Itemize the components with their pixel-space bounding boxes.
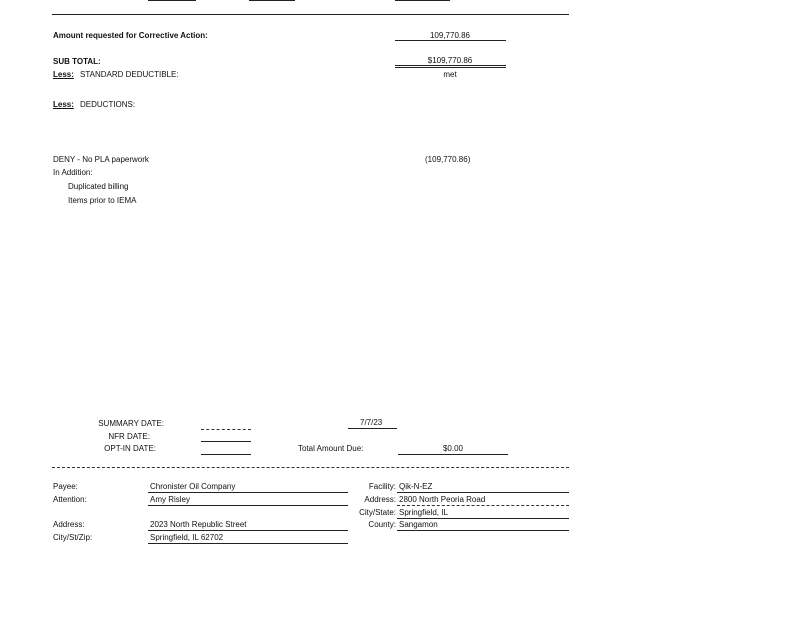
facility-address-underline (397, 505, 569, 506)
attention-underline (148, 505, 348, 506)
payee-label: Payee: (53, 482, 78, 491)
payee-value: Chronister Oil Company (150, 482, 236, 491)
nfr-date-underline (201, 441, 251, 442)
facility-citystate-underline (397, 518, 569, 519)
total-due-underline (398, 454, 508, 455)
facility-county-label: County: (368, 520, 396, 529)
deductible-value: met (443, 70, 457, 79)
facility-address-value: 2800 North Peoria Road (399, 495, 486, 504)
payee-address-label: Address: (53, 520, 85, 529)
payee-underline (148, 492, 348, 493)
deny-label: DENY - No PLA paperwork (53, 155, 149, 164)
section-separator (52, 467, 569, 468)
corrective-amount-underline (395, 40, 506, 41)
total-due-label: Total Amount Due: (298, 444, 364, 453)
payee-address-underline (148, 530, 348, 531)
deny-amount: (109,770.86) (425, 155, 471, 164)
facility-county-underline (397, 530, 569, 531)
facility-underline (397, 492, 569, 493)
facility-citystate-value: Springfield, IL (399, 508, 448, 517)
summary-date-label: SUMMARY DATE: (98, 419, 164, 428)
attention-value: Amy Risley (150, 495, 191, 504)
top-rule (52, 14, 569, 15)
addition-item: Duplicated billing (68, 182, 129, 191)
top-fragment-line-3 (395, 0, 450, 1)
deductible-less-label: Less: (53, 70, 74, 79)
top-fragment-line-2 (249, 0, 295, 1)
corrective-action-amount: 109,770.86 (429, 31, 471, 40)
top-fragment-line-1 (148, 0, 196, 1)
facility-value: Qik-N-EZ (399, 482, 433, 491)
nfr-date-label: NFR DATE: (108, 432, 150, 441)
optin-date-label: OPT-IN DATE: (104, 444, 156, 453)
facility-county-value: Sangamon (399, 520, 438, 529)
facility-label: Facility: (368, 482, 396, 491)
payee-address-value: 2023 North Republic Street (150, 520, 247, 529)
facility-citystate-label: City/State: (359, 508, 396, 517)
in-addition-label: In Addition: (53, 168, 93, 177)
deductions-less-label: Less: (53, 100, 74, 109)
subtotal-amount: $109,770.86 (427, 56, 473, 65)
corrective-action-label: Amount requested for Corrective Action: (53, 31, 208, 40)
addition-item: Items prior to IEMA (68, 196, 137, 205)
summary-date-dots (201, 429, 251, 430)
payee-citystzip-label: City/St/Zip: (53, 533, 93, 542)
attention-label: Attention: (53, 495, 87, 504)
payee-citystzip-value: Springfield, IL 62702 (150, 533, 224, 542)
summary-date-value: 7/7/23 (360, 418, 383, 427)
optin-date-underline (201, 454, 251, 455)
subtotal-label: SUB TOTAL: (53, 57, 101, 66)
facility-address-label: Address: (364, 495, 396, 504)
subtotal-double-underline-1 (395, 65, 506, 66)
subtotal-double-underline-2 (395, 67, 506, 68)
total-due-amount: $0.00 (442, 444, 464, 453)
payee-citystzip-underline (148, 543, 348, 544)
deductible-label: STANDARD DEDUCTIBLE: (80, 70, 179, 79)
deductions-label: DEDUCTIONS: (80, 100, 136, 109)
summary-date-underline (348, 428, 397, 429)
